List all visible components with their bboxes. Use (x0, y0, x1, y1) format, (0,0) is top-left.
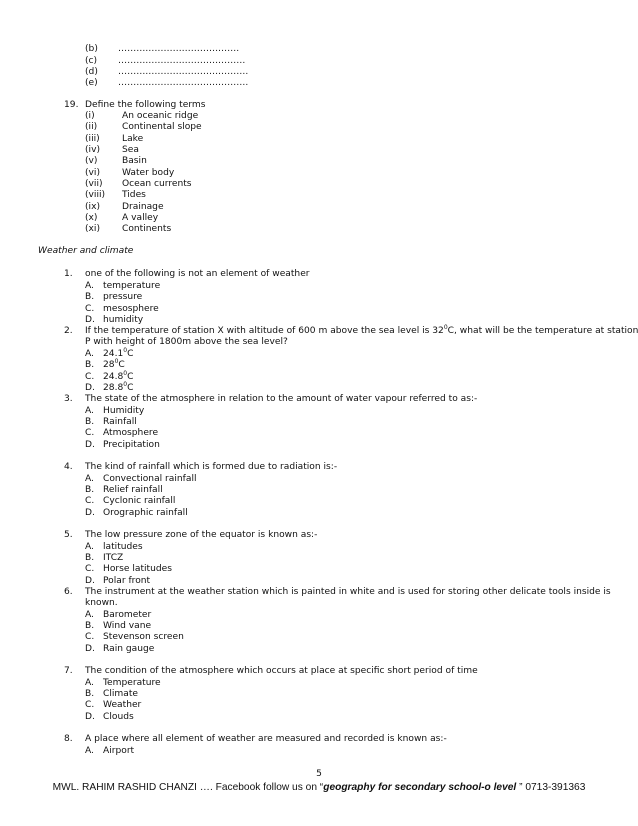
question-text: The kind of rainfall which is formed due to radiation is:- (85, 462, 338, 472)
option-text: ITCZ (103, 553, 124, 563)
option-letter: D. (85, 644, 95, 654)
option-text: Weather (103, 700, 142, 710)
option-letter: B. (85, 621, 95, 631)
question-text: If the temperature of station X with altitude of 600 m above the sea level is $32^0C$, what will be the temperature at station (85, 324, 638, 336)
term-text: Basin (122, 156, 147, 166)
term-text: Ocean currents (122, 179, 192, 189)
question-number: 19. (64, 100, 79, 110)
term-label: (i) (85, 111, 95, 121)
term-text: Continents (122, 224, 172, 234)
option-text: mesosphere (103, 304, 159, 314)
question-stem: Define the following terms (85, 100, 206, 110)
option-letter: B. (85, 417, 95, 427)
question-text: A place where all element of weather are measured and recorded is known as:- (85, 734, 447, 744)
term-label: (iii) (85, 134, 100, 144)
option-text: 28.8$^0$C (103, 381, 134, 393)
term-text: Sea (122, 145, 139, 155)
option-text: Rainfall (103, 417, 137, 427)
item-blank: …………………………………. (118, 44, 240, 54)
option-letter: C. (85, 632, 95, 642)
option-text: Humidity (103, 406, 145, 416)
question-text-cont: P with height of 1800m above the sea level? (85, 337, 288, 347)
option-text: Atmosphere (103, 428, 159, 438)
term-label: (vii) (85, 179, 103, 189)
term-label: (v) (85, 156, 98, 166)
option-letter: D. (85, 576, 95, 586)
option-text: Stevenson screen (103, 632, 184, 642)
option-letter: C. (85, 496, 95, 506)
page-number: 5 (316, 769, 322, 779)
term-label: (xi) (85, 224, 101, 234)
option-letter: A. (85, 406, 94, 416)
term-label: (x) (85, 213, 98, 223)
option-letter: C. (85, 372, 95, 382)
question-number: 3. (64, 394, 73, 404)
option-text: Clouds (103, 712, 134, 722)
option-text: Barometer (103, 610, 152, 620)
option-letter: A. (85, 678, 94, 688)
option-letter: A. (85, 542, 94, 552)
section-heading: Weather and climate (38, 246, 134, 256)
footer-emphasis: geography for secondary school-o level (323, 782, 517, 793)
term-text: Drainage (122, 202, 164, 212)
question-text-cont: known. (85, 598, 118, 608)
option-letter: B. (85, 553, 95, 563)
option-text: Horse latitudes (103, 564, 172, 574)
option-text: humidity (103, 315, 144, 325)
option-text: Polar front (103, 576, 151, 586)
option-text: Convectional rainfall (103, 474, 197, 484)
term-label: (viii) (85, 190, 106, 200)
term-text: Tides (122, 190, 146, 200)
option-letter: D. (85, 383, 95, 393)
option-text: Airport (103, 746, 135, 756)
term-label: (iv) (85, 145, 101, 155)
option-letter: A. (85, 474, 94, 484)
option-letter: C. (85, 304, 95, 314)
option-letter: A. (85, 746, 94, 756)
option-letter: D. (85, 440, 95, 450)
term-label: (vi) (85, 168, 101, 178)
term-text: A valley (122, 213, 159, 223)
question-number: 1. (64, 269, 73, 279)
term-label: (ix) (85, 202, 101, 212)
option-text: Temperature (103, 678, 161, 688)
question-number: 8. (64, 734, 73, 744)
question-text: The instrument at the weather station which is painted in white and is used for storing other delicate tools inside is (85, 587, 611, 597)
option-letter: D. (85, 712, 95, 722)
option-letter: B. (85, 689, 95, 699)
option-text: Climate (103, 689, 138, 699)
option-text: $28^0C$ (103, 358, 125, 370)
option-letter: C. (85, 428, 95, 438)
item-blank: …………………………………… (118, 56, 246, 66)
question-text: The low pressure zone of the equator is known as:- (85, 530, 318, 540)
option-letter: D. (85, 508, 95, 518)
page-footer (0, 781, 638, 794)
option-letter: C. (85, 700, 95, 710)
option-letter: B. (85, 485, 95, 495)
option-letter: A. (85, 610, 94, 620)
option-letter: A. (85, 281, 94, 291)
question-number: 4. (64, 462, 73, 472)
option-letter: D. (85, 315, 95, 325)
option-text: latitudes (103, 542, 143, 552)
term-text: Water body (122, 168, 175, 178)
option-text: Rain gauge (103, 644, 155, 654)
option-text: Cyclonic rainfall (103, 496, 176, 506)
footer-suffix: ” 0713-391363 (516, 782, 586, 793)
item-blank: ……………………………………. (118, 67, 249, 77)
footer-prefix: MWL. RAHIM RASHID CHANZI …. Facebook follow us on “ (52, 782, 324, 793)
question-number: 2. (64, 326, 73, 336)
term-text: An oceanic ridge (122, 111, 199, 121)
option-text: Wind vane (103, 621, 152, 631)
question-number: 6. (64, 587, 73, 597)
option-text: 24.1$^0$C (103, 347, 134, 359)
term-text: Lake (122, 134, 144, 144)
option-text: pressure (103, 292, 143, 302)
item-label: (c) (85, 56, 98, 66)
option-letter: A. (85, 349, 94, 359)
option-text: Orographic rainfall (103, 508, 188, 518)
item-label: (e) (85, 78, 98, 88)
item-label: (b) (85, 44, 98, 54)
question-text: The state of the atmosphere in relation to the amount of water vapour referred to as:- (85, 394, 478, 404)
option-letter: B. (85, 292, 95, 302)
option-text: Relief rainfall (103, 485, 163, 495)
question-number: 5. (64, 530, 73, 540)
option-text: 24.8$^0$C (103, 370, 134, 382)
question-text: one of the following is not an element of weather (85, 269, 310, 279)
option-letter: B. (85, 360, 95, 370)
term-label: (ii) (85, 122, 98, 132)
term-text: Continental slope (122, 122, 202, 132)
item-label: (d) (85, 67, 98, 77)
option-letter: C. (85, 564, 95, 574)
option-text: temperature (103, 281, 161, 291)
option-text: Precipitation (103, 440, 160, 450)
question-number: 7. (64, 666, 73, 676)
item-blank: ……………………………………. (118, 78, 249, 88)
question-text: The condition of the atmosphere which occurs at place at specific short period of time (85, 666, 478, 676)
